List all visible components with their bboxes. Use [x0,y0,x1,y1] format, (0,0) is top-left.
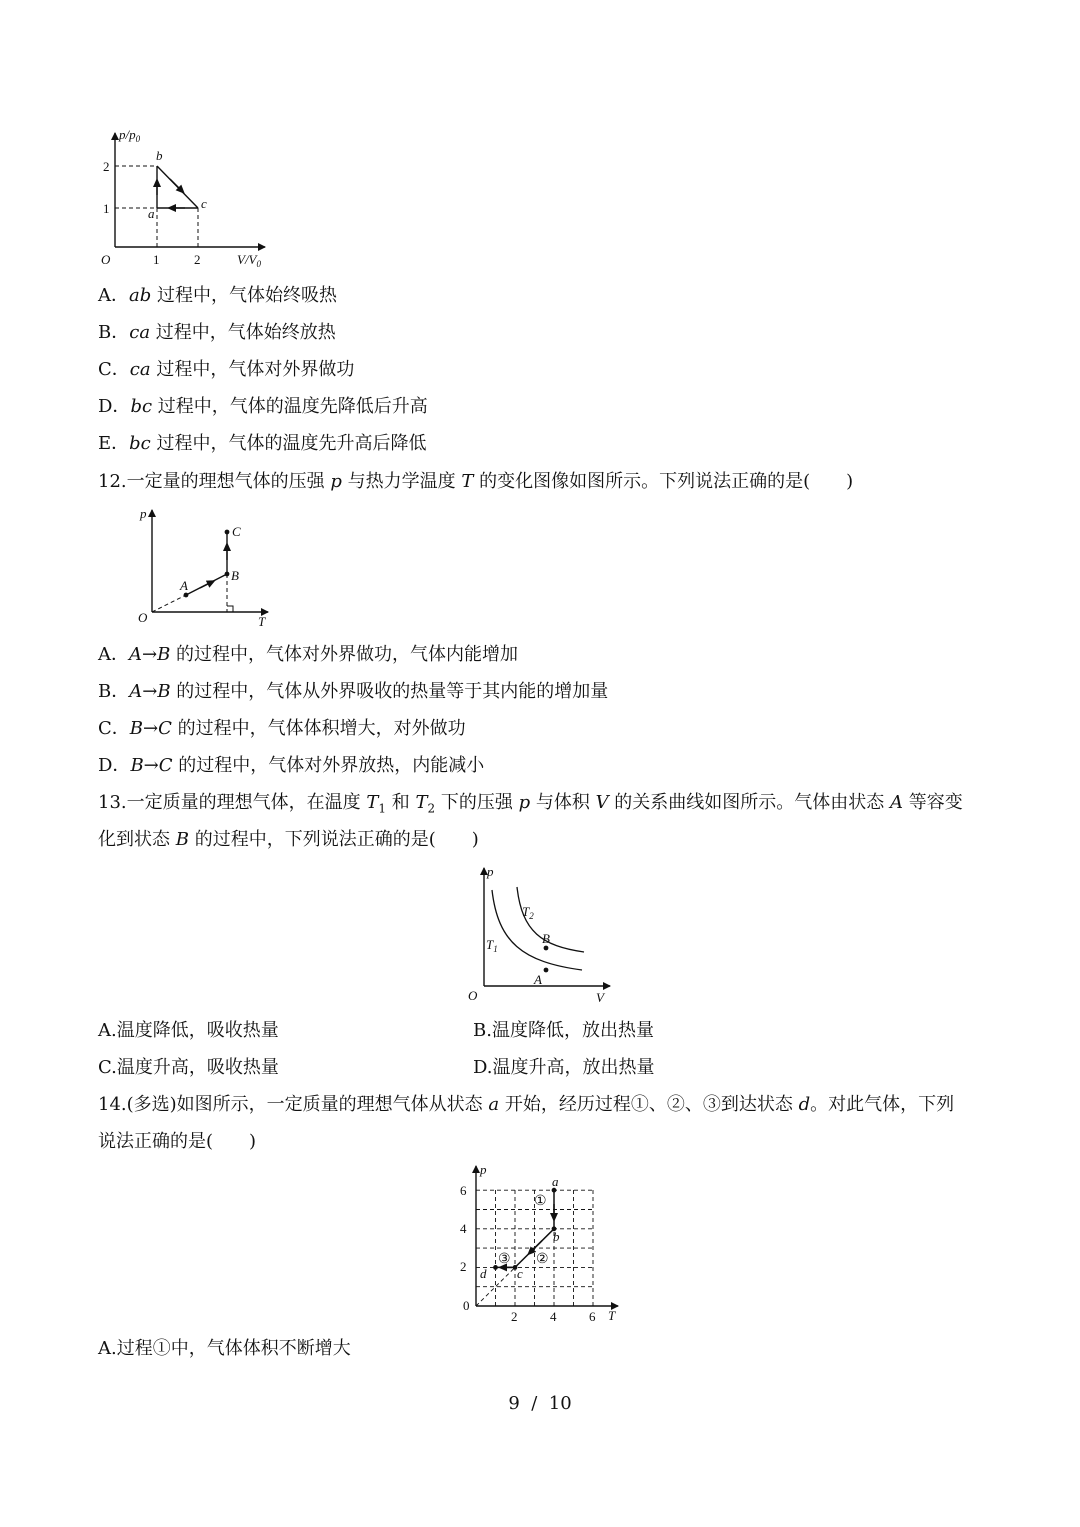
q14-process-3-label: ③ [498,1252,511,1267]
q14-point-a: a [552,1174,559,1189]
q11-option-c: C．ca 过程中，气体对外界做功 [98,359,355,380]
q13-point-a: A [534,972,542,987]
q13-origin: O [468,988,478,1003]
q14-xtick-2: 2 [511,1309,518,1324]
q13-point-b: B [542,931,550,946]
q14-stem-line1: 14.(多选)如图所示，一定质量的理想气体从状态 a 开始，经历过程①、②、③到达状态 d。对此气体，下列 [98,1094,955,1115]
q11-ylabel: $p/p_0$ [119,127,141,144]
q11-origin: O [101,252,111,267]
q14-ytick-6: 6 [460,1183,467,1198]
q14-ytick-4: 4 [460,1221,467,1236]
q12-xlabel: T [258,614,266,629]
q11-point-c: c [201,196,207,211]
q13-ylabel: p [487,864,494,879]
q13-xlabel: V [596,990,604,1005]
q13-options-row2 [98,1056,998,1080]
q13-pv-diagram [462,862,622,1007]
q14-point-b: b [553,1229,560,1244]
q11-ytick-1: 1 [103,201,110,216]
q14-option-a: A.过程①中，气体体积不断增大 [98,1338,351,1359]
q14-process-2-label: ② [536,1252,549,1267]
q12-point-c: C [232,524,241,539]
q11-point-a: a [148,206,155,221]
q11-xtick-1: 1 [153,252,160,267]
q13-options-row1 [98,1019,998,1043]
q12-pt-diagram [130,502,280,630]
q14-ylabel: p [480,1162,487,1177]
q11-xlabel: $V/V_0$ [237,252,261,269]
q12-point-b: B [231,568,239,583]
q13-option-b: B.温度降低，放出热量 [473,1020,654,1041]
q12-ylabel: p [140,506,147,521]
page-number: 9 / 10 [508,1393,572,1414]
q12-option-b: B．A→B 的过程中，气体从外界吸收的热量等于其内能的增加量 [98,681,609,702]
q12-option-c: C．B→C 的过程中，气体体积增大，对外做功 [98,718,466,739]
q12-option-d: D．B→C 的过程中，气体对外界放热，内能减小 [98,755,485,776]
q13-isotherm-t2 [517,887,584,952]
q11-ytick-2: 2 [103,159,110,174]
q14-pt-diagram [452,1160,627,1328]
q14-ytick-2: 2 [460,1259,467,1274]
q14-xtick-6: 6 [589,1309,596,1324]
q13-isotherm-t1 [492,890,582,970]
q14-origin: 0 [463,1298,470,1313]
q13-option-a: A.温度降低，吸收热量 [98,1020,279,1041]
q13-curve-t1-label: $T_1$ [486,937,498,954]
q11-pv-diagram [95,125,280,270]
q11-option-d: D．bc 过程中，气体的温度先降低后升高 [98,396,428,417]
q13-option-d: D.温度升高，放出热量 [473,1057,655,1078]
q12-stem: 12.一定量的理想气体的压强 p 与热力学温度 T 的变化图像如图所示。下列说法正确的是( ) [98,471,854,492]
q14-point-c: c [517,1266,523,1281]
q11-option-b: B．ca 过程中，气体始终放热 [98,322,336,343]
q14-xtick-4: 4 [550,1309,557,1324]
q14-point-d: d [480,1266,487,1281]
q14-process-1-label: ① [534,1194,547,1209]
q13-stem-line2: 化到状态 B 的过程中，下列说法正确的是( ) [98,829,479,850]
q11-point-b: b [156,148,163,163]
q14-stem-line2: 说法正确的是( ) [98,1131,257,1152]
q13-option-c: C.温度升高，吸收热量 [98,1057,279,1078]
q13-stem-line1: 13.一定质量的理想气体，在温度 $T_1$ 和 $T_2$ 下的压强 p 与体积 V 的关系曲线如图所示。气体由状态 A 等容变 [98,792,963,816]
q11-xtick-2: 2 [194,252,201,267]
q13-curve-t2-label: $T_2$ [522,904,534,921]
q11-option-a: A．ab 过程中，气体始终吸热 [98,285,337,306]
q12-origin: O [138,610,148,625]
q12-option-a: A．A→B 的过程中，气体对外界做功，气体内能增加 [98,644,519,665]
q12-point-a: A [180,578,188,593]
q11-option-e: E．bc 过程中，气体的温度先升高后降低 [98,433,427,454]
q14-xlabel: T [608,1308,616,1323]
